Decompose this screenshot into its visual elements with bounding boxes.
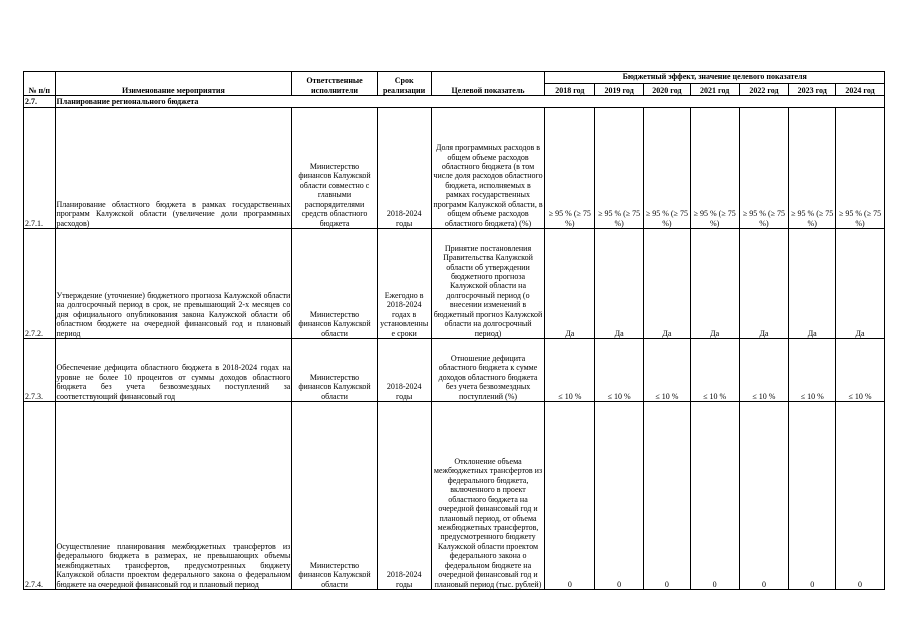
row-value: Да <box>595 229 644 339</box>
section-row <box>24 96 885 108</box>
row-value: ≥ 95 % (≥ 75 %) <box>595 108 644 229</box>
section-num: 2.7. <box>24 96 56 108</box>
header-year: 2022 год <box>739 84 789 96</box>
row-value: 0 <box>739 402 789 590</box>
row-value: ≤ 10 % <box>789 339 836 402</box>
header-name: Изименование мероприятия <box>55 72 292 96</box>
row-value: ≤ 10 % <box>595 339 644 402</box>
header-year: 2020 год <box>644 84 691 96</box>
table-row <box>24 229 885 339</box>
header-year: 2023 год <box>789 84 836 96</box>
measures-table <box>23 71 885 590</box>
row-value: 0 <box>545 402 595 590</box>
row-value: ≥ 95 % (≥ 75 %) <box>789 108 836 229</box>
row-name: Осуществление планирования межбюджетных трансфертов из федерального бюджета в размерах, не превышающих объемы межбюджетных трансфертов, предусмотренных бюджету Калужской области проектом федерального закона о федеральном бюджете на очередной финансовый год и плановый период <box>55 402 292 590</box>
row-executors: Министерство финансов Калужской области <box>292 402 377 590</box>
row-num: 2.7.2. <box>24 229 56 339</box>
row-value: Да <box>739 229 789 339</box>
row-num: 2.7.3. <box>24 339 56 402</box>
row-value: ≤ 10 % <box>545 339 595 402</box>
row-target: Принятие постановления Правительства Калужской области об утверждении бюджетного прогноза Калужской области на долгосрочный период (о внесении изменений в бюджетный прогноз Калужской области на долгосрочный период) <box>431 229 545 339</box>
row-value: 0 <box>690 402 739 590</box>
row-value: ≤ 10 % <box>739 339 789 402</box>
row-value: Да <box>690 229 739 339</box>
row-target: Доля программных расходов в общем объеме расходов областного бюджета (в том числе доля расходов областного бюджета, исполняемых в рамках государственных программ Калужской области, в общем объеме расходов областного бюджета) (%) <box>431 108 545 229</box>
row-num: 2.7.4. <box>24 402 56 590</box>
row-term: Ежегодно в 2018-2024 годах в установленны е сроки <box>377 229 431 339</box>
row-value: ≥ 95 % (≥ 75 %) <box>690 108 739 229</box>
row-executors: Министерство финансов Калужской области совместно с главными распорядителями средств областного бюджета <box>292 108 377 229</box>
row-name: Обеспечение дефицита областного бюджета в 2018-2024 годах на уровне не более 10 процентов от суммы доходов областного бюджета без учета безвозмездных поступлений за соответствующий финансовый год <box>55 339 292 402</box>
row-term: 2018-2024 годы <box>377 402 431 590</box>
header-budget-effect: Бюджетный эффект, значение целевого показателя <box>545 72 885 84</box>
row-value: 0 <box>836 402 885 590</box>
row-value: 0 <box>644 402 691 590</box>
table-row <box>24 108 885 229</box>
header-term: Срок реализации <box>377 72 431 96</box>
row-executors: Министерство финансов Калужской области <box>292 229 377 339</box>
row-term: 2018-2024 годы <box>377 108 431 229</box>
header-year: 2024 год <box>836 84 885 96</box>
row-value: 0 <box>595 402 644 590</box>
document-page <box>23 71 885 590</box>
row-value: ≤ 10 % <box>836 339 885 402</box>
header-year: 2018 год <box>545 84 595 96</box>
row-value: Да <box>644 229 691 339</box>
row-name: Планирование областного бюджета в рамках государственных программ Калужской области (увеличение доли программных расходов) <box>55 108 292 229</box>
row-value: ≥ 95 % (≥ 75 %) <box>739 108 789 229</box>
row-num: 2.7.1. <box>24 108 56 229</box>
table-row <box>24 339 885 402</box>
row-value: ≥ 95 % (≥ 75 %) <box>545 108 595 229</box>
row-term: 2018-2024 годы <box>377 339 431 402</box>
header-year: 2019 год <box>595 84 644 96</box>
row-value: Да <box>789 229 836 339</box>
row-name: Утверждение (уточнение) бюджетного прогноза Калужской области на долгосрочный период в срок, не превышающий 2-х месяцев со дня официального опубликования закона Калужской области об областном бюджете на очередной финансовый год и плановый период <box>55 229 292 339</box>
row-value: Да <box>836 229 885 339</box>
header-executors: Ответственные исполнители <box>292 72 377 96</box>
row-value: ≥ 95 % (≥ 75 %) <box>644 108 691 229</box>
row-target: Отношение дефицита областного бюджета к сумме доходов областного бюджета без учета безвозмездных поступлений (%) <box>431 339 545 402</box>
row-value: ≤ 10 % <box>690 339 739 402</box>
header-num: № п/п <box>24 72 56 96</box>
row-value: ≤ 10 % <box>644 339 691 402</box>
section-title: Планирование регионального бюджета <box>55 96 885 108</box>
row-value: 0 <box>789 402 836 590</box>
row-value: Да <box>545 229 595 339</box>
row-value: ≥ 95 % (≥ 75 %) <box>836 108 885 229</box>
row-executors: Министерство финансов Калужской области <box>292 339 377 402</box>
header-target: Целевой показатель <box>431 72 545 96</box>
header-year: 2021 год <box>690 84 739 96</box>
table-row <box>24 402 885 590</box>
row-target: Отклонение объема межбюджетных трансфертов из федерального бюджета, включенного в проект областного бюджета на очередной финансовый год и плановый период, от объема межбюджетных трансфертов, предусмотренного бюджету Калужской области проектом федерального закона о федеральном бюджете на очередной финансовый год и плановый период (тыс. рублей) <box>431 402 545 590</box>
